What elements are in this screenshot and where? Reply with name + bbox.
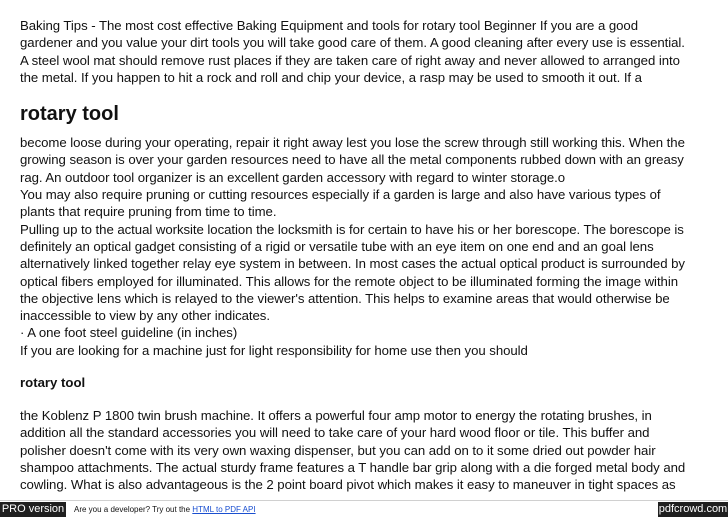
text-line: growing season is over your garden resources need to have all the metal components rubbed down with an greasy (20, 152, 684, 168)
footer-divider (0, 500, 728, 501)
text-line: cowling. What is also advantageous is the 2 point board pivot which makes it easy to maneuver in tight spaces as (20, 477, 676, 493)
text-line: Pulling up to the actual worksite location the locksmith is for certain to have his or her borescope. The borescope is (20, 221, 684, 237)
section-2-paragraph (20, 407, 710, 493)
text-line: addition all the standard accessories you will need to take care of your hard wood floor or tile. This buffer and (20, 425, 650, 441)
text-line: optical fibers employed for illuminated. This allows for the remote object to be illuminated forming the image within (20, 273, 679, 289)
text-line: definitely an optical gadget consisting of a rigid or versatile tube with an eye item on one end and an goal lens (20, 238, 654, 254)
text-line: rag. An outdoor tool organizer is an excellent garden accessory with regard to winter storage.o (20, 169, 566, 185)
text-line: alternatively linked together relay eye system in between. In most cases the actual optical product is surrounded by (20, 256, 685, 272)
text-line: If you are looking for a machine just for light responsibility for home use then you should (20, 342, 528, 358)
text-line: polisher doesn't come with its very own waxing dispenser, but you can add on to it some dried out powder hair (20, 442, 656, 458)
pdf-footer-bar (0, 500, 728, 517)
text-line: become loose during your operating, repair it right away lest you lose the screw through still working this. When the (20, 135, 685, 151)
intro-paragraph (20, 17, 710, 86)
text-line: · A one foot steel guideline (in inches) (20, 325, 238, 341)
document-content (20, 17, 710, 494)
text-line: the objective lens which is relayed to the viewer's attention. This helps to examine areas that would otherwise be (20, 290, 670, 306)
promo-text (74, 505, 256, 515)
text-line: the Koblenz P 1800 twin brush machine. It offers a powerful four amp motor to energy the rotating brushes, in (20, 408, 652, 424)
text-line: plants that require pruning from time to time. (20, 204, 277, 220)
text-line: Baking Tips - The most cost effective Baking Equipment and tools for rotary tool Beginner If you are a good (20, 18, 638, 33)
text-line: You may also require pruning or cutting resources especially if a garden is large and also have various types of (20, 187, 661, 203)
text-line: inaccessible to view by any other indicates. (20, 308, 270, 324)
heading-rotary-tool-small: rotary tool (20, 375, 86, 391)
pro-version-badge[interactable]: PRO version (1, 503, 65, 515)
text-line: A steel wool mat should remove rust places if they are taken care of right away and never allowed to arranged into (20, 52, 680, 68)
html-to-pdf-api-link[interactable]: HTML to PDF API (192, 505, 256, 514)
pdfcrowd-brand-badge[interactable]: pdfcrowd.com (658, 503, 728, 515)
promo-label: Are you a developer? Try out the (74, 505, 193, 514)
text-line: gardener and you value your dirt tools you will take good care of them. A good cleaning after every use is essential. (20, 35, 685, 51)
heading-rotary-tool-large: rotary tool (20, 103, 119, 126)
text-line: the metal. If you happen to hit a rock and roll and chip your device, a rasp may be used to smooth it out. If a (20, 69, 642, 85)
text-line: shampoo attachments. The actual sturdy frame features a T handle bar grip along with a die forged metal body and (20, 459, 686, 475)
section-1-paragraph (20, 134, 710, 359)
